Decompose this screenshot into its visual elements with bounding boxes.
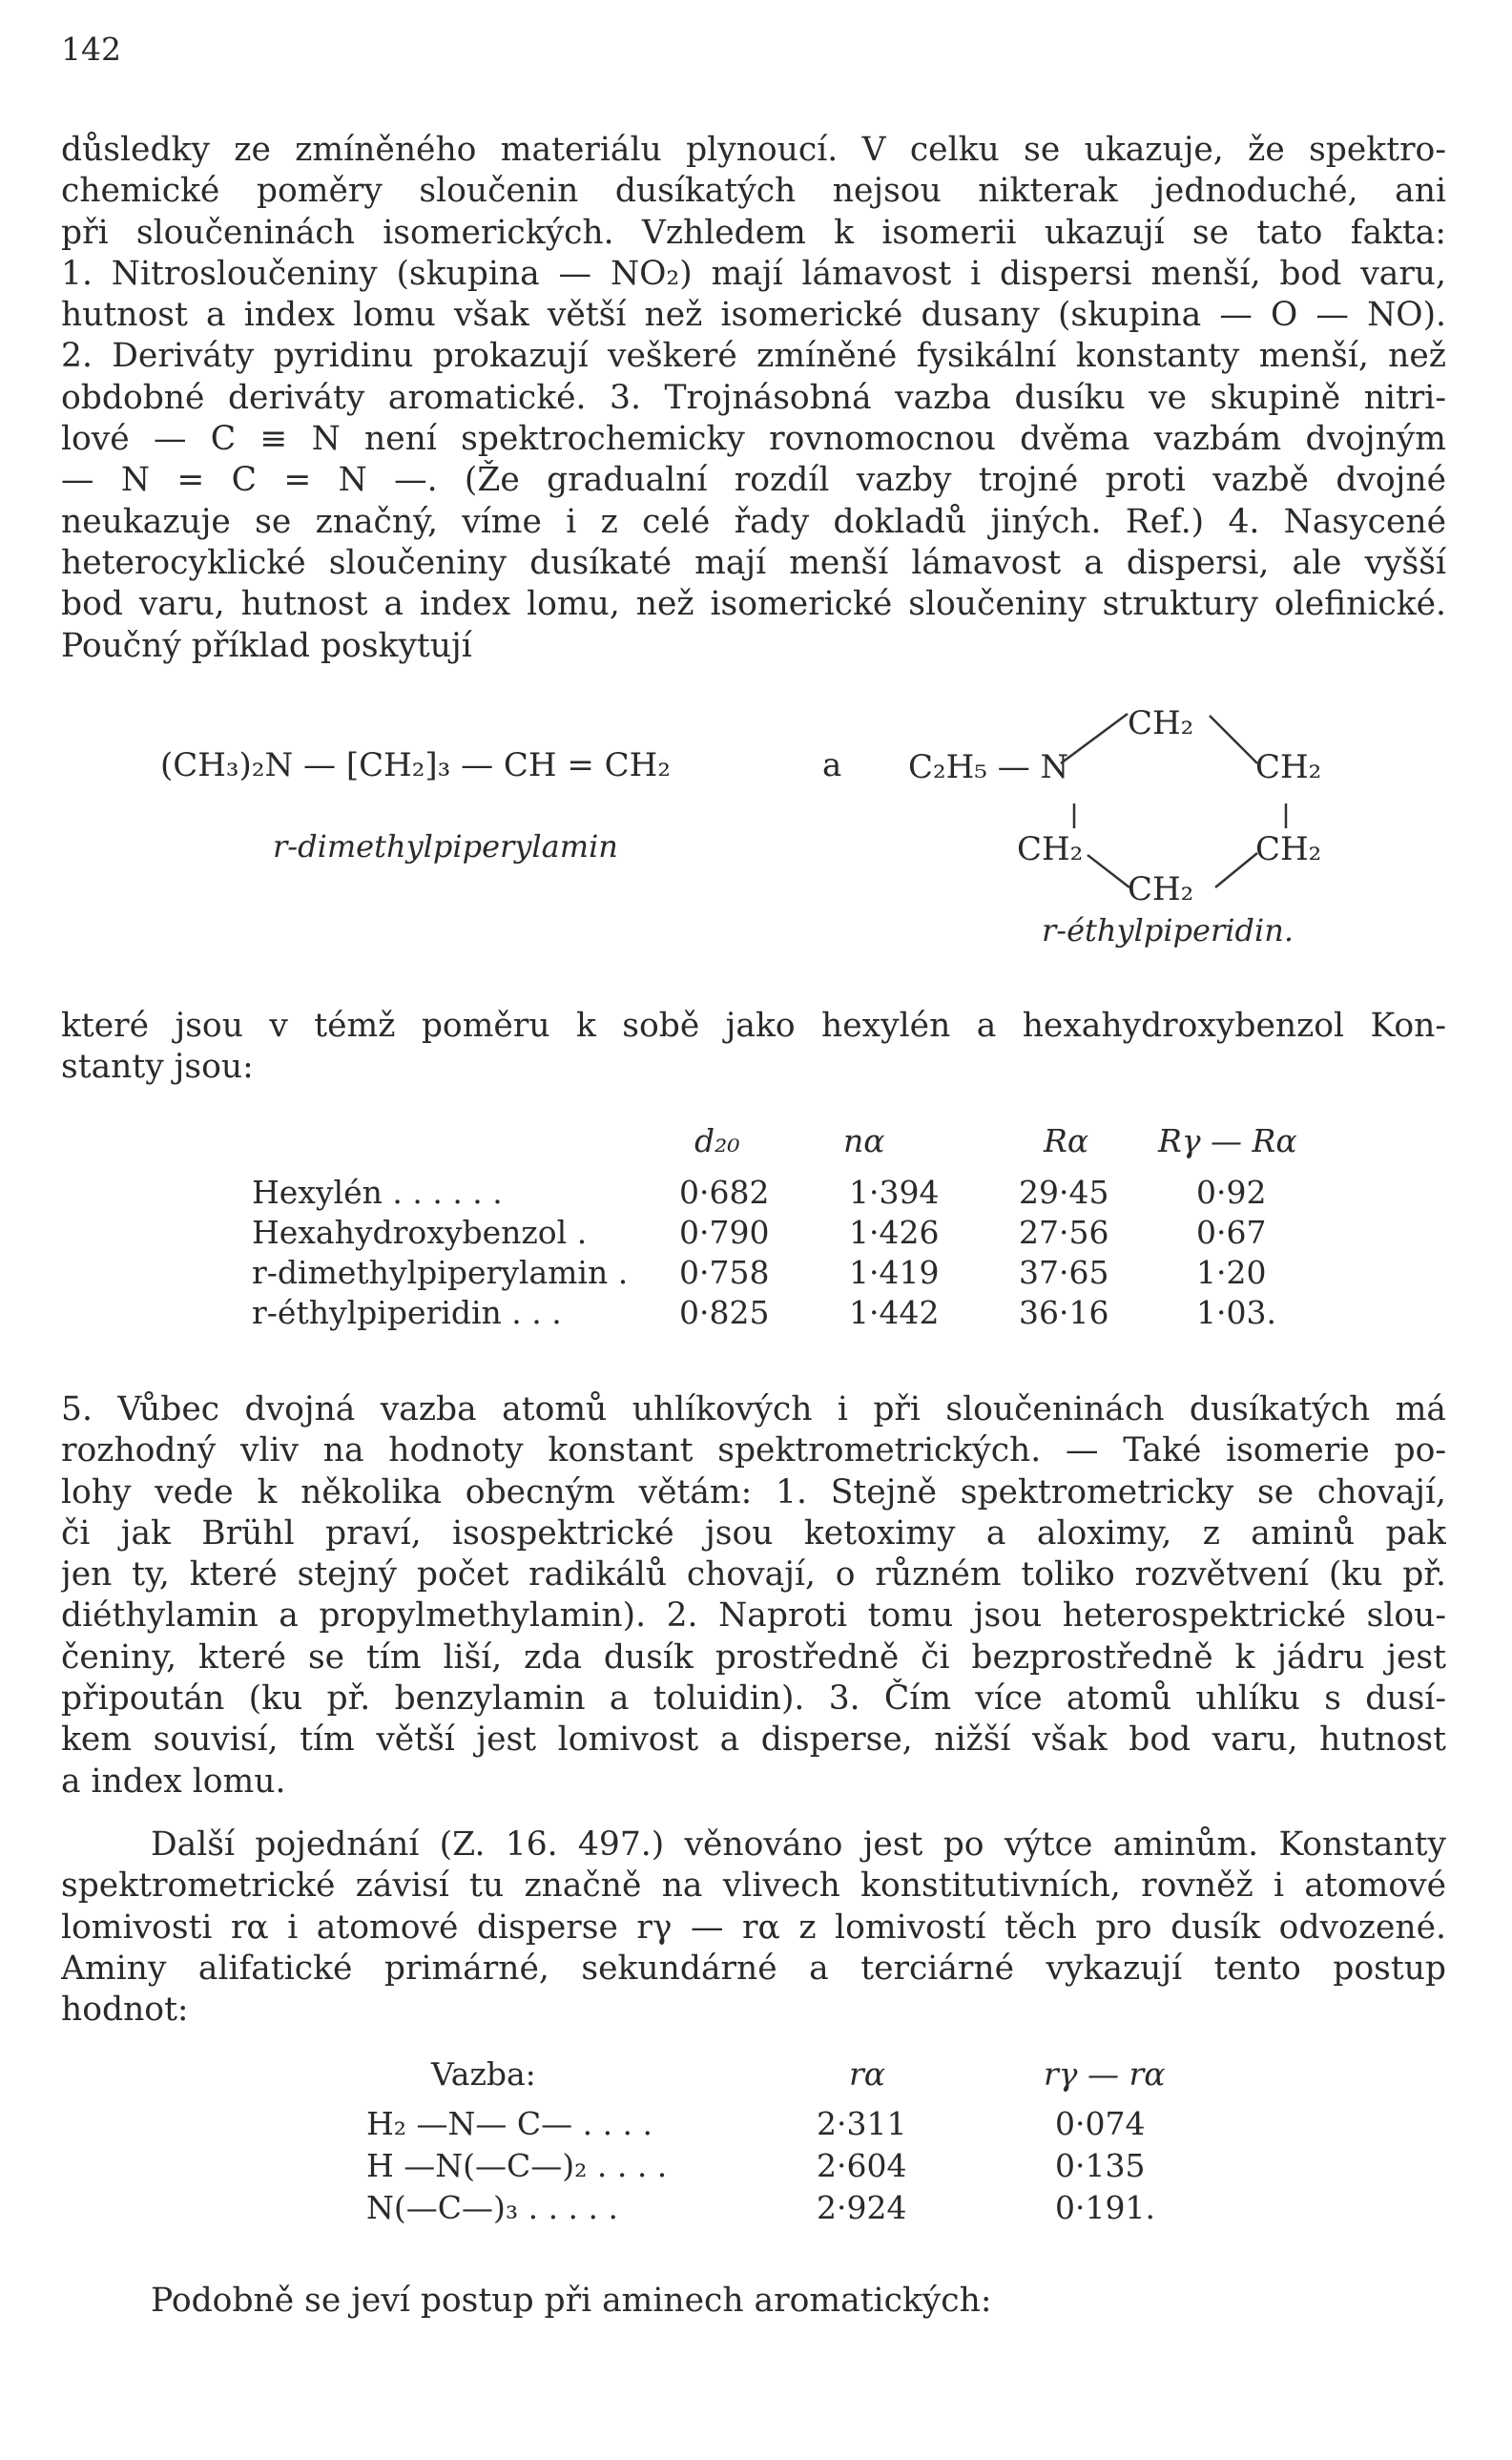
paragraph1-line: heterocyklické sloučeniny dusíkaté mají menší lámavost a dispersi, ale vyšší bbox=[61, 543, 1446, 582]
formula-conjunction: a bbox=[822, 746, 842, 784]
paragraph3-line: lohy vede k několika obecným větám: 1. Stejně spektrometricky se chovají, bbox=[61, 1472, 1446, 1511]
paragraph1-line: hutnost a index lomu však větší než isomerické dusany (skupina — O — NO). bbox=[61, 296, 1446, 335]
paragraph1-line: neukazuje se značný, víme i z celé řady dokladů jiných. Ref.) 4. Nasycené bbox=[61, 502, 1446, 541]
paragraph4-line: lomivosti rα i atomové disperse rγ — rα z lomivostí těch pro dusík odvozené. bbox=[61, 1908, 1446, 1947]
ring-top-ch2: CH₂ bbox=[1128, 704, 1194, 742]
table1-cell-name: Hexahydroxybenzol . bbox=[252, 1214, 588, 1251]
paragraph1-line: bod varu, hutnost a index lomu, než isomerické sloučeniny struktury olefinické. bbox=[61, 585, 1446, 624]
header-r-gamma-minus-r-alpha-2: rγ — rα bbox=[1044, 2055, 1166, 2093]
bond-n-top bbox=[1061, 714, 1128, 763]
paragraph-aromatic-amines bbox=[61, 2281, 1446, 2322]
paragraph4-line: hodnot: bbox=[61, 1991, 189, 2030]
paragraph-double-bond bbox=[61, 1389, 1446, 1803]
paragraph1-line: důsledky ze zmíněného materiálu plynoucí. V celku se ukazuje, že spektro- bbox=[61, 131, 1446, 169]
table1-cell-name: Hexylén . . . . . . bbox=[252, 1174, 503, 1211]
paragraph2-line: které jsou v témž poměru k sobě jako hexylén a hexahydroxybenzol Kon- bbox=[61, 1007, 1446, 1045]
paragraph3-line: čeniny, které se tím liší, zda dusík prostředně či bezprostředně k jádru jest bbox=[61, 1637, 1446, 1677]
table1-cell-diff: 0·92 bbox=[1196, 1174, 1267, 1211]
paragraph3-line: připoután (ku př. benzylamin a toluidin). 3. Čím více atomů uhlíku s dusí- bbox=[61, 1679, 1446, 1719]
table2-cell-diff: 0·135 bbox=[1055, 2147, 1146, 2184]
table1-cell-n: 1·442 bbox=[849, 1294, 940, 1331]
bond-top-right bbox=[1210, 716, 1257, 763]
header-r-gamma-minus-r-alpha: Rγ — Rα bbox=[1158, 1122, 1297, 1159]
paragraph1-line: 1. Nitrosloučeniny (skupina — NO₂) mají lámavost i dispersi menší, bod varu, bbox=[61, 254, 1446, 293]
table2-cell-ra: 2·924 bbox=[817, 2189, 907, 2226]
ring-bottom-ch2: CH₂ bbox=[1128, 870, 1194, 908]
table1-cell-d: 0·825 bbox=[679, 1294, 770, 1331]
table2-cell-bond: H —N(—C—)₂ . . . . bbox=[366, 2147, 668, 2184]
paragraph3-line: rozhodný vliv na hodnoty konstant spektrometrických. — Také isomerie po- bbox=[61, 1431, 1446, 1470]
table2-cell-bond: N(—C—)₃ . . . . . bbox=[366, 2189, 618, 2226]
table2-cell-ra: 2·604 bbox=[817, 2147, 907, 2184]
table2-cell-diff: 0·074 bbox=[1055, 2105, 1146, 2142]
ring-n-ethyl: C₂H₅ — N bbox=[908, 748, 1069, 786]
constants-table bbox=[0, 1116, 1512, 1365]
paragraph1-line: Poučný příklad poskytují bbox=[61, 626, 472, 665]
table1-cell-name: r-dimethylpiperylamin . bbox=[252, 1254, 629, 1291]
table1-cell-n: 1·419 bbox=[849, 1254, 940, 1291]
header-d20: d₂₀ bbox=[694, 1122, 740, 1159]
paragraph3-line: a index lomu. bbox=[61, 1762, 286, 1801]
table1-cell-R: 29·45 bbox=[1019, 1174, 1109, 1211]
paragraph1-line: obdobné deriváty aromatické. 3. Trojnásobná vazba dusíku ve skupině nitri- bbox=[61, 378, 1446, 417]
bond-table bbox=[0, 2052, 1512, 2242]
header-vazba: Vazba: bbox=[431, 2055, 536, 2093]
table1-cell-R: 36·16 bbox=[1019, 1294, 1109, 1331]
table1-cell-name: r-éthylpiperidin . . . bbox=[252, 1294, 562, 1331]
table2-cell-bond: H₂ —N— C— . . . . bbox=[366, 2105, 653, 2142]
table1-cell-d: 0·682 bbox=[679, 1174, 770, 1211]
ring-right-ch2: CH₂ bbox=[1255, 748, 1322, 786]
table1-cell-R: 37·65 bbox=[1019, 1254, 1109, 1291]
paragraph2-line: stanty jsou: bbox=[61, 1048, 254, 1087]
paragraph4-line: Aminy alifatické primárné, sekundárné a terciárné vykazují tento postup bbox=[61, 1949, 1446, 1988]
label-ethylpiperidin: r-éthylpiperidin. bbox=[1042, 912, 1294, 949]
table1-cell-R: 27·56 bbox=[1019, 1214, 1109, 1251]
paragraph3-line: kem souvisí, tím větší jest lomivost a disperse, nižší však bod varu, hutnost bbox=[61, 1720, 1446, 1760]
label-dimethylpiperylamin: r-dimethylpiperylamin bbox=[273, 828, 618, 865]
ring-bottom-right-ch2: CH₂ bbox=[1255, 830, 1322, 868]
paragraph1-line: chemické poměry sloučenin dusíkatých nejsou nikterak jednoduché, ani bbox=[61, 172, 1446, 211]
table1-cell-d: 0·790 bbox=[679, 1214, 770, 1251]
paragraph3-line: či jak Brühl praví, isospektrické jsou ketoximy a aloximy, z aminů pak bbox=[61, 1513, 1446, 1553]
paragraph1-line: 2. Deriváty pyridinu prokazují veškeré zmíněné fysikální konstanty menší, než bbox=[61, 337, 1446, 376]
table2-cell-diff: 0·191. bbox=[1055, 2189, 1155, 2226]
ring-bonds bbox=[0, 0, 1512, 954]
paragraph4-line: spektrometrické závisí tu značně na vlivech konstitutivních, rovněž i atomové bbox=[61, 1866, 1446, 1906]
paragraph-constants-intro bbox=[61, 1006, 1446, 1089]
ring-bottom-left-ch2: CH₂ bbox=[1017, 830, 1084, 868]
table1-cell-diff: 1·20 bbox=[1196, 1254, 1267, 1291]
page-number: 142 bbox=[61, 31, 121, 68]
table2-cell-ra: 2·311 bbox=[817, 2105, 907, 2142]
header-n-alpha: nα bbox=[843, 1122, 885, 1159]
bond-bottomleft-bottom bbox=[1087, 855, 1129, 887]
formula-dimethylpiperylamin-text: (CH₃)₂N — [CH₂]₃ — CH = CH₂ bbox=[160, 746, 671, 784]
table1-cell-n: 1·426 bbox=[849, 1214, 940, 1251]
table1-cell-diff: 0·67 bbox=[1196, 1214, 1267, 1251]
table1-cell-n: 1·394 bbox=[849, 1174, 940, 1211]
paragraph-amines bbox=[61, 1824, 1446, 2031]
paragraph1-line: — N = C = N —. (Že gradualní rozdíl vazby trojné proti vazbě dvojné bbox=[61, 461, 1446, 500]
paragraph1-line: lové — C ≡ N není spektrochemicky rovnomocnou dvěma vazbám dvojným bbox=[61, 420, 1446, 459]
paragraph3-line: 5. Vůbec dvojná vazba atomů uhlíkových i při sloučeninách dusíkatých má bbox=[61, 1390, 1446, 1428]
bond-bottom-bottomright bbox=[1215, 853, 1257, 887]
paragraph3-line: diéthylamin a propylmethylamin). 2. Naproti tomu jsou heterospektrické slou- bbox=[61, 1596, 1446, 1636]
header-r-alpha: Rα bbox=[1044, 1122, 1089, 1159]
paragraph1-line: při sloučeninách isomerických. Vzhledem k isomerii ukazují se tato fakta: bbox=[61, 213, 1446, 252]
table1-cell-diff: 1·03. bbox=[1196, 1294, 1276, 1331]
header-r-alpha-2: rα bbox=[849, 2055, 886, 2093]
paragraph4-line: Další pojednání (Z. 16. 497.) věnováno jest po výtce aminům. Konstanty bbox=[151, 1825, 1446, 1864]
paragraph-aromatic-amines-line: Podobně se jeví postup při aminech aromatických: bbox=[151, 2282, 992, 2320]
paragraph3-line: jen ty, které stejný počet radikálů chovají, o různém toliko rozvětvení (ku př. bbox=[61, 1555, 1446, 1595]
table1-cell-d: 0·758 bbox=[679, 1254, 770, 1291]
